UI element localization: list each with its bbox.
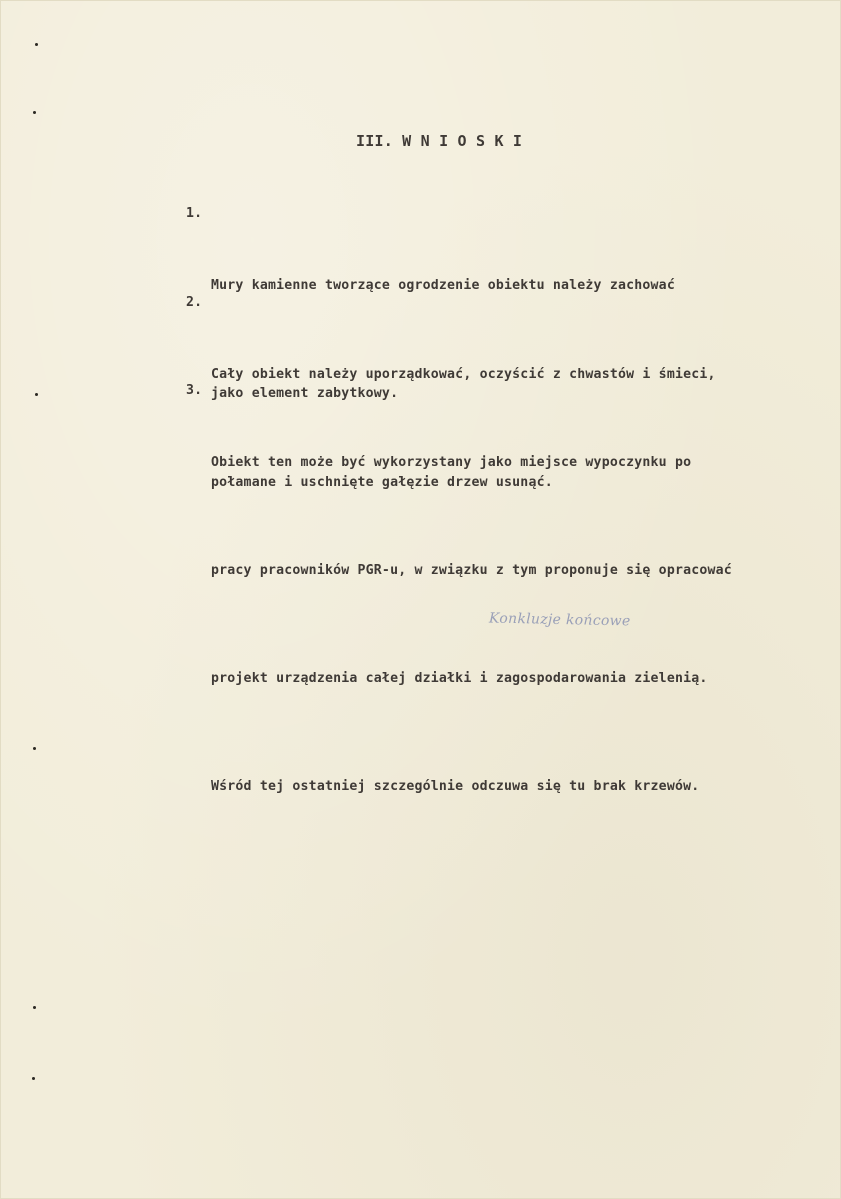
punch-mark (35, 43, 38, 46)
handwritten-pencil-note: Konkluzje końcowe (488, 610, 631, 630)
punch-mark (35, 393, 38, 396)
item-text-line: jako element zabytkowy. (211, 386, 399, 401)
punch-mark (33, 111, 36, 114)
punch-mark (33, 1006, 36, 1009)
punch-mark (32, 1077, 35, 1080)
item-text-line: projekt urządzenia całej działki i zagospodarowania zielenią. (211, 671, 708, 686)
item-text-line: Wśród tej ostatniej szczególnie odczuwa się tu brak krzewów. (211, 779, 700, 794)
item-number: 3. (186, 383, 203, 398)
item-text-line: pracy pracowników PGR-u, w związku z tym proponuje się opracować (211, 563, 732, 578)
item-text-line: połamane i uschnięte gałęzie drzew usunąć. (211, 475, 553, 490)
punch-mark (33, 747, 36, 750)
item-text-line: Cały obiekt należy uporządkować, oczyścić z chwastów i śmieci, (211, 367, 716, 382)
item-number: 2. (186, 295, 203, 310)
item-text-line: Obiekt ten może być wykorzystany jako miejsce wypoczynku po (211, 455, 692, 470)
item-number: 1. (186, 206, 203, 221)
section-heading: III. W N I O S K I (356, 132, 523, 150)
item-text-line: Mury kamienne tworzące ogrodzenie obiektu należy zachować (211, 278, 675, 293)
